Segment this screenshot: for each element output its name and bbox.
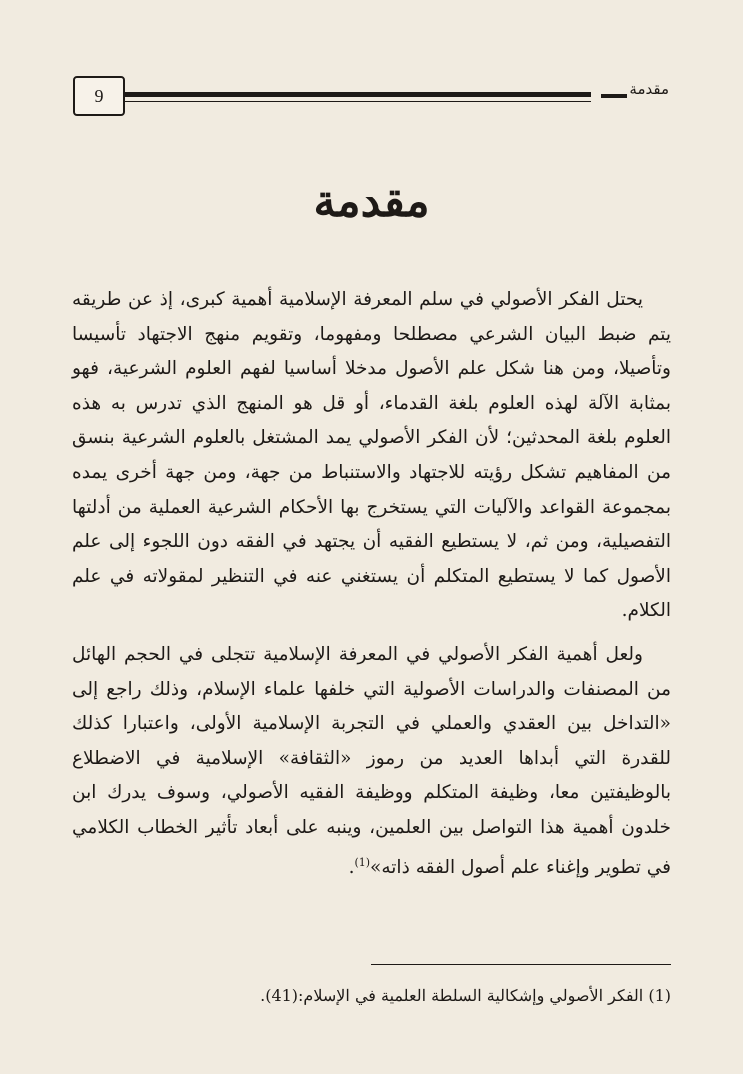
page-number: 9 [94, 85, 104, 106]
page-number-box [73, 76, 125, 116]
footnote: (1) الفكر الأصولي وإشكالية السلطة العلمية في الإسلام:(41). [260, 986, 671, 1005]
footnote-reference: (1) [354, 855, 371, 869]
chapter-title: مقدمة [313, 176, 430, 227]
header-rule-thin [123, 101, 591, 102]
footnote-separator [371, 964, 671, 965]
paragraph-2 [72, 638, 671, 885]
header-rule [123, 92, 591, 97]
running-title: مقدمة [629, 80, 669, 98]
paragraph-2-end: . [348, 856, 355, 878]
body-text [72, 283, 671, 885]
paragraph-2-text: ولعل أهمية الفكر الأصولي في المعرفة الإسلامية تتجلى في الحجم الهائل من المصنفات والدراسات الأصولية التي خلفها علماء الإسلام، وذلك راجع إلى «التداخل بين العقدي والعملي في التجربة الإسلامية الأولى، واعتبارا كذلك للقدرة التي أبداها العديد من رموز «الثقافة» الإسلامية في الاضطلاع بالوظيفتين معا، وظيفة المتكلم ووظيفة الفقيه الأصولي، وسوف يدرك ابن خلدون أهمية هذا التواصل بين العلمين، وينبه على أبعاد تأثير الخطاب الكلامي في تطوير وإغناء علم أصول الفقه ذاته» [72, 643, 671, 878]
paragraph-1: يحتل الفكر الأصولي في سلم المعرفة الإسلامية أهمية كبرى، إذ عن طريقه يتم ضبط البيان الشرعي مصطلحا ومفهوما، وتقويم منهج الاجتهاد تأسيسا وتأصيلا، ومن هنا شكل علم الأصول مدخلا أساسيا لفهم العلوم الشرعية، فهو بمثابة الآلة لهذه العلوم بلغة القدماء، أو قل هو المنهج الذي تدرس به هذه العلوم بلغة المحدثين؛ لأن الفكر الأصولي يمد المشتغل بالعلوم الشرعية بنسق من المفاهيم تشكل رؤيته للاجتهاد والاستنباط من جهة، ومن جهة أخرى يمده بمجموعة القواعد والآليات التي يستخرج بها الأحكام الشرعية العملية من أدلتها التفصيلية، ومن ثم، لا يستطيع الفقيه أن يجتهد في الفقه دون اللجوء إلى علم الأصول كما لا يستطيع المتكلم أن يستغني عنه في التنظير لمقولاته في علم الكلام. [72, 289, 671, 622]
page-header [73, 76, 669, 116]
